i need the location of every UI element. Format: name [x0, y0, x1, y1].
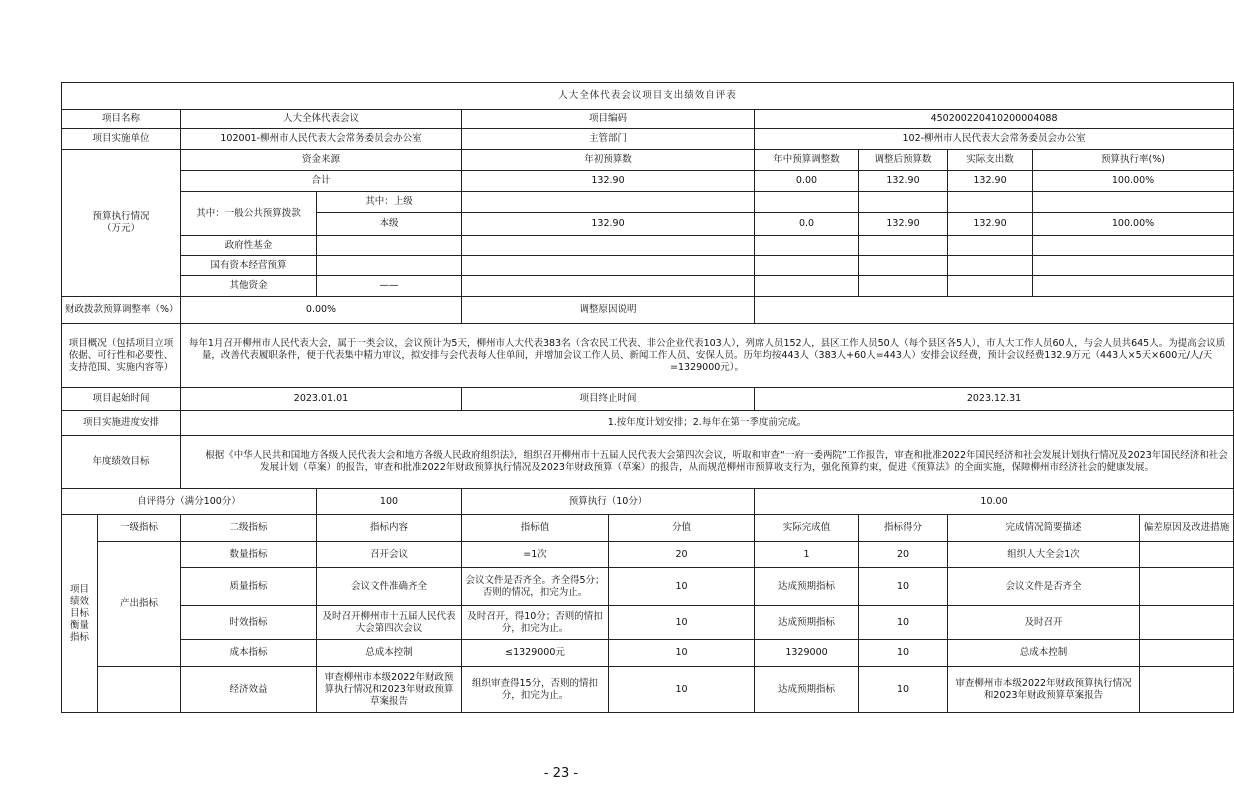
state-capital-label: 国有资本经营预算 [181, 256, 317, 276]
general-budget-label: 其中：一般公共预算拨款 [181, 192, 317, 236]
upper-rate [1033, 192, 1234, 213]
indicator-level2: 经济效益 [181, 667, 317, 713]
project-code-value: 450200220410200004088 [755, 110, 1234, 129]
indicator-deviation [1140, 640, 1234, 667]
indicator-content: 审查柳州市本级2022年财政预算执行情况和2023年财政预算草案报告 [317, 667, 462, 713]
project-name-value: 人大全体代表会议 [181, 110, 462, 129]
page-number: - 23 - [543, 766, 579, 781]
indicator-points: 10 [609, 640, 755, 667]
header-actual: 实际完成值 [755, 515, 859, 542]
indicator-content: 会议文件准确齐全 [317, 568, 462, 606]
indicator-content: 召开会议 [317, 542, 462, 568]
indicator-score: 10 [859, 640, 948, 667]
header-initial-budget: 年初预算数 [462, 150, 755, 171]
header-level2: 二级指标 [181, 515, 317, 542]
project-name-label: 项目名称 [62, 110, 181, 129]
schedule-label: 项目实施进度安排 [62, 411, 181, 436]
indicator-level2: 成本指标 [181, 640, 317, 667]
other-fund-label: 其他资金 [181, 276, 317, 297]
annual-goal-text: 根据《中华人民共和国地方各级人民代表大会和地方各级人民政府组织法》，组织召开柳州市十五届人民代表大会第四次会议，听取和审查“一府一委两院”工作报告，审查和批准2022年国民经济和社会发展计划执行情况及2023年国民经济和社会发展计划（草案）的报告，审查和批准2022年财政预算执行情况及2023年财政预算（草案）的报告，从而规范柳州市预算收支行为，强化预算约束，促进《预算法》的全面实施，保障柳州市经济社会的健康发展。 [181, 436, 1234, 489]
table-title: 人大全体代表会议项目支出绩效自评表 [62, 83, 1234, 110]
total-rate: 100.00% [1033, 171, 1234, 192]
gov-fund-label: 政府性基金 [181, 236, 317, 256]
indicator-points: 10 [609, 568, 755, 606]
local-adjusted: 132.90 [859, 213, 948, 236]
indicator-actual: 1 [755, 542, 859, 568]
indicator-description: 审查柳州市本级2022年财政预算执行情况和2023年财政预算草案报告 [948, 667, 1140, 713]
project-unit-value: 102001-柳州市人民代表大会常务委员会办公室 [181, 129, 462, 150]
indicator-actual: 达成预期指标 [755, 568, 859, 606]
total-initial: 132.90 [462, 171, 755, 192]
header-points: 分值 [609, 515, 755, 542]
overview-text: 每年1月召开柳州市人民代表大会，属于一类会议，会议预计为5天，柳州市人大代表383名（含农民工代表、非公企业代表103人），列席人员152人，县区工作人员50人（每个县区各5人），市人大工作人员60人，与会人员共645人。为提高会议质量，改善代表履职条件，便于代表集中精力审议，拟安排与会代表每人住单间，并增加会议工作人员、新闻工作人员、安保人员。历年均按443人（383人+60人=443人）安排会议经费，预计会议经费132.9万元（443人×5天×600元/人/天=1329000元）。 [181, 324, 1234, 388]
indicator-deviation [1140, 568, 1234, 606]
header-content: 指标内容 [317, 515, 462, 542]
indicator-target: ≤1329000元 [462, 640, 609, 667]
self-score-label: 自评得分（满分100分） [62, 489, 317, 515]
header-description: 完成情况简要描述 [948, 515, 1140, 542]
start-time-label: 项目起始时间 [62, 388, 181, 411]
budget-exec-label: 预算执行（10分） [462, 489, 755, 515]
indicator-score: 10 [859, 667, 948, 713]
dept-label: 主管部门 [462, 129, 755, 150]
budget-section-label: 预算执行情况 （万元） [62, 150, 181, 297]
indicator-points: 20 [609, 542, 755, 568]
indicator-target: =1次 [462, 542, 609, 568]
indicator-level2: 时效指标 [181, 606, 317, 640]
header-deviation: 偏差原因及改进措施 [1140, 515, 1234, 542]
header-exec-rate: 预算执行率(%) [1033, 150, 1234, 171]
total-adjust: 0.00 [755, 171, 859, 192]
upper-initial [462, 192, 755, 213]
indicator-actual: 达成预期指标 [755, 667, 859, 713]
upper-level-label: 其中：上级 [317, 192, 462, 213]
benefit-indicator-label [98, 667, 181, 713]
local-initial: 132.90 [462, 213, 755, 236]
local-rate: 100.00% [1033, 213, 1234, 236]
indicator-deviation [1140, 606, 1234, 640]
adjust-reason-label: 调整原因说明 [462, 297, 755, 324]
upper-adjusted [859, 192, 948, 213]
header-level1: 一级指标 [98, 515, 181, 542]
indicator-target: 及时召开，得10分；否则的情扣分，扣完为止。 [462, 606, 609, 640]
start-time-value: 2023.01.01 [181, 388, 462, 411]
end-time-label: 项目终止时间 [462, 388, 755, 411]
indicator-content: 总成本控制 [317, 640, 462, 667]
project-code-label: 项目编码 [462, 110, 755, 129]
header-fund-source: 资金来源 [181, 150, 462, 171]
indicator-score: 20 [859, 542, 948, 568]
upper-actual [948, 192, 1033, 213]
indicator-description: 及时召开 [948, 606, 1140, 640]
local-level-label: 本级 [317, 213, 462, 236]
indicator-deviation [1140, 542, 1234, 568]
total-actual: 132.90 [948, 171, 1033, 192]
annual-goal-label: 年度绩效目标 [62, 436, 181, 489]
total-label: 合计 [181, 171, 462, 192]
budget-exec-value: 10.00 [755, 489, 1234, 515]
indicator-score: 10 [859, 568, 948, 606]
upper-adjust [755, 192, 859, 213]
indicator-actual: 1329000 [755, 640, 859, 667]
performance-indicators-label: 项目 绩效 目标 衡量 指标 [62, 515, 98, 713]
header-actual-spend: 实际支出数 [948, 150, 1033, 171]
header-target: 指标值 [462, 515, 609, 542]
indicator-level2: 数量指标 [181, 542, 317, 568]
end-time-value: 2023.12.31 [755, 388, 1234, 411]
overview-label: 项目概况（包括项目立项依据、可行性和必要性、支持范围、实施内容等） [62, 324, 181, 388]
other-fund-dash: —— [317, 276, 462, 297]
total-adjusted: 132.90 [859, 171, 948, 192]
indicator-level2: 质量指标 [181, 568, 317, 606]
indicator-points: 10 [609, 667, 755, 713]
local-adjust: 0.0 [755, 213, 859, 236]
header-midyear-adjust: 年中预算调整数 [755, 150, 859, 171]
self-evaluation-table [61, 82, 1234, 713]
indicator-points: 10 [609, 606, 755, 640]
schedule-text: 1.按年度计划安排；2.每年在第一季度前完成。 [181, 411, 1234, 436]
indicator-content: 及时召开柳州市十五届人民代表大会第四次会议 [317, 606, 462, 640]
header-adjusted-budget: 调整后预算数 [859, 150, 948, 171]
adjust-reason-value [755, 297, 1234, 324]
indicator-score: 10 [859, 606, 948, 640]
adjust-rate-label: 财政拨款预算调整率（%） [62, 297, 181, 324]
indicator-description: 会议文件是否齐全 [948, 568, 1140, 606]
adjust-rate-value: 0.00% [181, 297, 462, 324]
indicator-deviation [1140, 667, 1234, 713]
header-score: 指标得分 [859, 515, 948, 542]
indicator-actual: 达成预期指标 [755, 606, 859, 640]
output-indicator-label: 产出指标 [98, 542, 181, 667]
local-actual: 132.90 [948, 213, 1033, 236]
indicator-description: 总成本控制 [948, 640, 1140, 667]
indicator-description: 组织人大全会1次 [948, 542, 1140, 568]
dept-value: 102-柳州市人民代表大会常务委员会办公室 [755, 129, 1234, 150]
project-unit-label: 项目实施单位 [62, 129, 181, 150]
indicator-target: 会议文件是否齐全。齐全得5分；否则的情况，扣完为止。 [462, 568, 609, 606]
self-score-value: 100 [317, 489, 462, 515]
indicator-target: 组织审查得15分，否则的情扣分，扣完为止。 [462, 667, 609, 713]
